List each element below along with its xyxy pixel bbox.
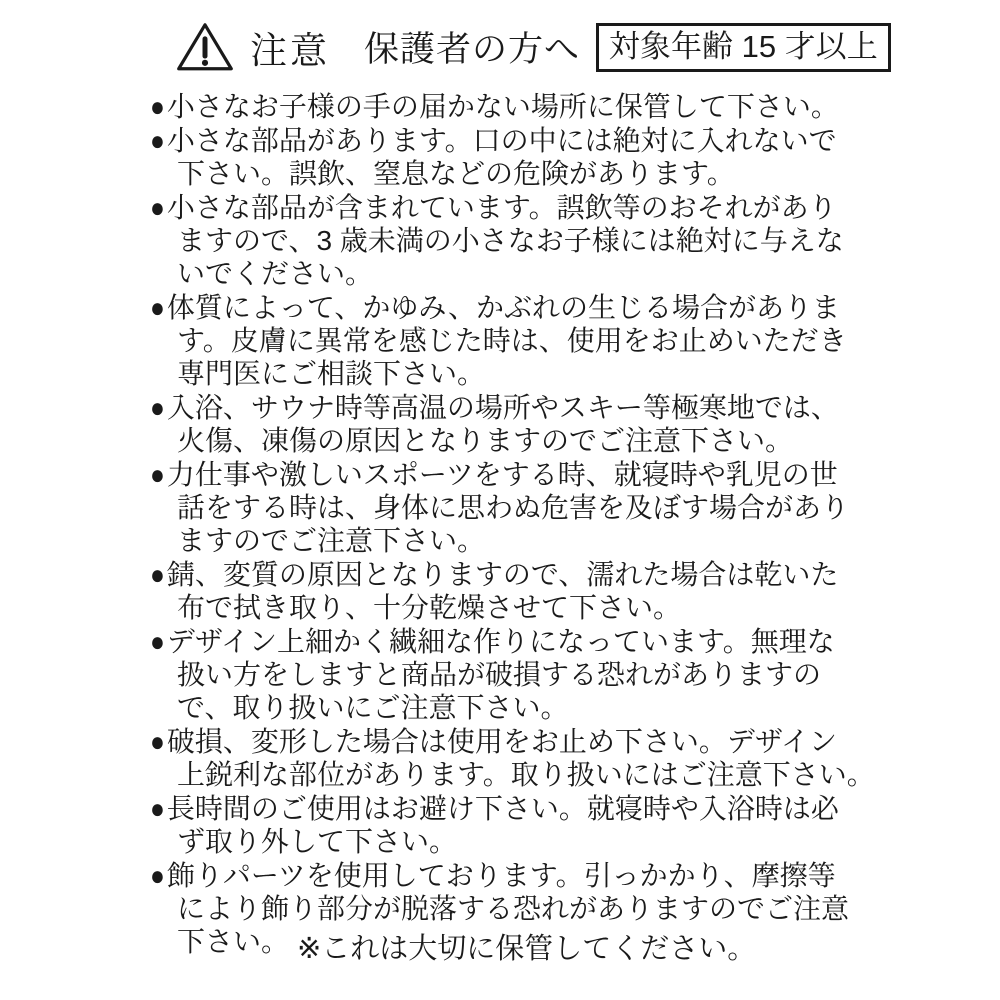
bullet-icon: ● <box>150 392 165 423</box>
warning-line <box>150 725 880 758</box>
warning-triangle-icon <box>176 21 234 73</box>
bullet-icon: ● <box>150 91 165 122</box>
warning-text: 体質によって、かゆみ、かぶれの生じる場合がありま <box>166 292 841 323</box>
caution-title: 注意 <box>250 30 330 71</box>
warning-item <box>150 391 880 457</box>
warning-text: デザイン上細かく繊細な作りになっています。無理な <box>166 626 835 657</box>
warning-item <box>150 725 880 791</box>
warning-item <box>150 792 880 858</box>
warning-text: 破損、変形した場合は使用をお止め下さい。デザイン <box>166 726 837 757</box>
warning-text: 入浴、サウナ時等高温の場所やスキー等極寒地では、 <box>166 392 839 423</box>
warning-text: 小さな部品が含まれています。誤飲等のおそれがあり <box>166 192 837 223</box>
warning-line <box>150 391 880 424</box>
bullet-icon: ● <box>150 459 165 490</box>
warning-text: 力仕事や激しいスポーツをする時、就寝時や乳児の世 <box>166 459 838 490</box>
warning-line <box>150 625 880 658</box>
warning-text: ますので、3 歳未満の小さなお子様には絶対に与えな <box>177 225 844 256</box>
warning-line <box>150 124 880 157</box>
warning-line <box>150 90 880 123</box>
warning-line <box>150 191 880 224</box>
age-range-box: 対象年齢 15 才以上 <box>596 23 891 72</box>
bullet-icon: ● <box>150 559 165 590</box>
warning-line <box>150 859 880 892</box>
warning-text: 小さな部品があります。口の中には絶対に入れないで <box>166 125 837 156</box>
bullet-icon: ● <box>150 793 165 824</box>
warning-text: 飾りパーツを使用しております。引っかかり、摩擦等 <box>166 860 836 891</box>
warning-line <box>150 792 880 825</box>
warning-text: 下さい。誤飲、窒息などの危険があります。 <box>177 158 735 189</box>
warning-line <box>150 291 880 324</box>
footer-note: ※これは大切に保管してください。 <box>297 933 757 965</box>
warning-item <box>150 291 880 390</box>
warning-text: 布で拭き取り、十分乾燥させて下さい。 <box>177 592 682 623</box>
warning-line <box>150 458 880 491</box>
bullet-icon: ● <box>150 726 165 757</box>
warning-text: 火傷、凍傷の原因となりますのでご注意下さい。 <box>177 425 794 456</box>
warning-text: 錆、変質の原因となりますので、濡れた場合は乾いた <box>166 559 839 590</box>
warning-text: 下さい。 <box>177 926 290 957</box>
warning-text: 扱い方をしますと商品が破損する恐れがありますの <box>177 659 822 690</box>
warning-text: 長時間のご使用はお避け下さい。就寝時や入浴時は必 <box>166 793 839 824</box>
warning-item <box>150 458 880 557</box>
warning-text: で、取り扱いにご注意下さい。 <box>177 692 569 723</box>
bullet-icon: ● <box>150 292 165 323</box>
warning-text: 上鋭利な部位があります。取り扱いにはご注意下さい。 <box>177 759 875 790</box>
bullet-icon: ● <box>150 626 165 657</box>
warning-item <box>150 191 880 290</box>
warning-text: 話をする時は、身体に思わぬ危害を及ぼす場合があり <box>177 492 850 523</box>
warning-text: ず取り外して下さい。 <box>177 826 458 857</box>
bullet-icon: ● <box>150 192 165 223</box>
warning-item <box>150 625 880 724</box>
warning-text: ますのでご注意下さい。 <box>177 525 486 556</box>
audience-title: 保護者の方へ <box>364 30 581 69</box>
warning-text: す。皮膚に異常を感じた時は、使用をお止めいただき <box>177 325 847 356</box>
warning-text: いでください。 <box>177 258 374 289</box>
bullet-icon: ● <box>150 125 165 156</box>
warning-text: により飾り部分が脱落する恐れがありますのでご注意 <box>177 893 850 924</box>
warning-item <box>150 90 880 123</box>
warning-text: 専門医にご相談下さい。 <box>177 358 486 389</box>
bullet-icon: ● <box>150 860 165 891</box>
warnings-list <box>150 90 880 959</box>
warning-item <box>150 124 880 190</box>
warning-line <box>150 558 880 591</box>
header <box>176 20 891 74</box>
warning-text: 小さなお子様の手の届かない場所に保管して下さい。 <box>166 91 839 122</box>
warning-item <box>150 558 880 624</box>
